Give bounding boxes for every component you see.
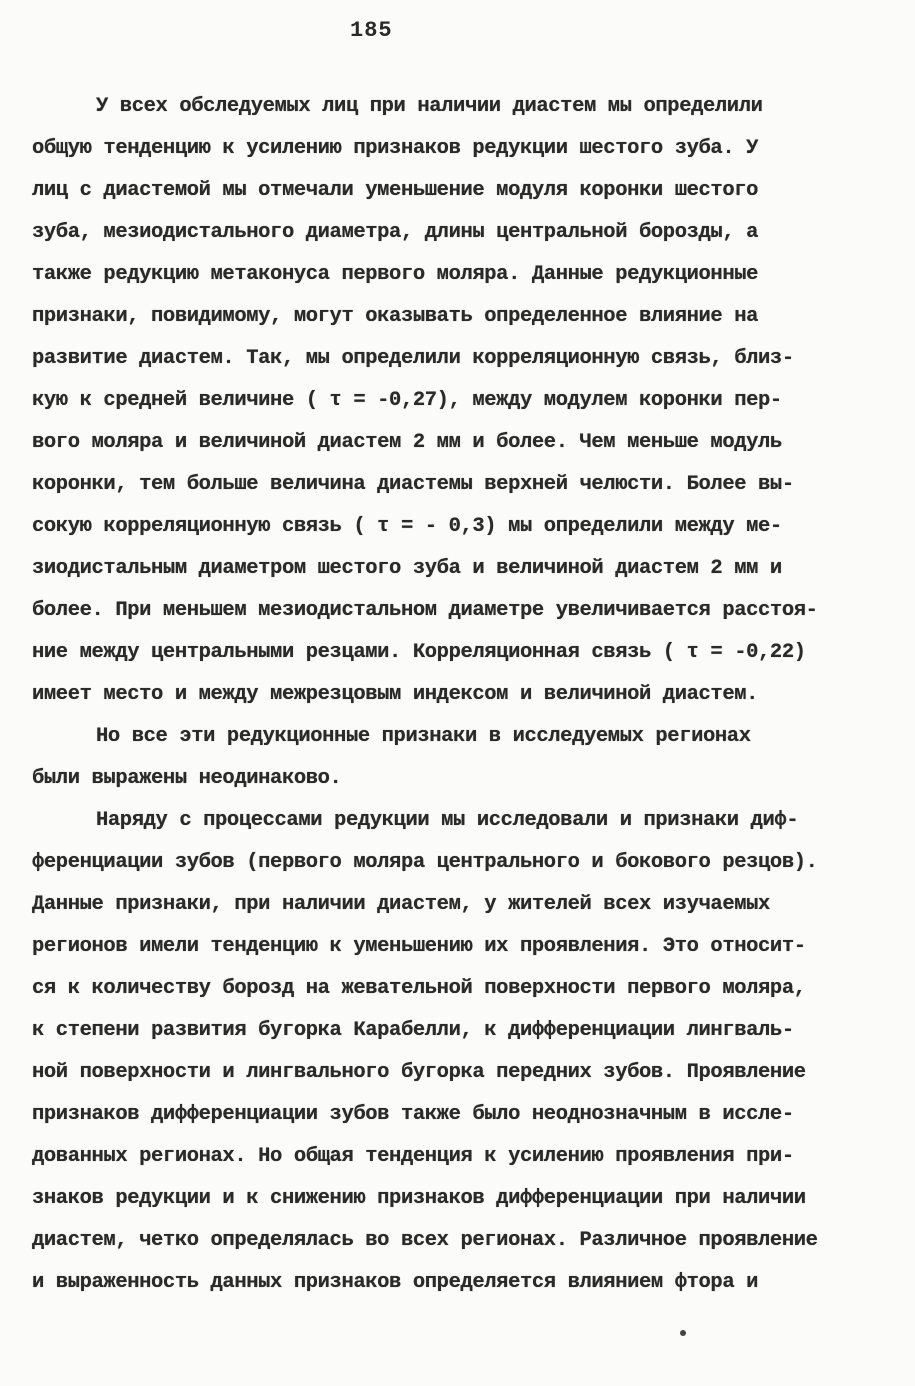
body-text [32, 86, 892, 1304]
text-line: ференциации зубов (первого моляра центрального и бокового резцов). [32, 851, 818, 874]
text-line: имеет место и между межрезцовым индексом и величиной диастем. [32, 683, 759, 706]
text-line: У всех обследуемых лиц при наличии диастем мы определили [96, 95, 763, 118]
text-line: дованных регионах. Но общая тенденция к усилению проявления при- [32, 1145, 794, 1168]
text-line: ся к количеству борозд на жевательной поверхности первого моляра, [32, 977, 806, 1000]
text-line: Наряду с процессами редукции мы исследовали и признаки диф- [96, 809, 799, 832]
text-line: более. При меньшем мезиодистальном диаметре увеличивается расстоя- [32, 599, 818, 622]
text-line: вого моляра и величиной диастем 2 мм и более. Чем меньше модуль [32, 431, 782, 454]
text-line: знаков редукции и к снижению признаков дифференциации при наличии [32, 1187, 806, 1210]
text-line: сокую корреляционную связь ( τ = - 0,3) мы определили между ме- [32, 515, 782, 538]
text-line: признаков дифференциации зубов также было неоднозначным в иссле- [32, 1103, 794, 1126]
text-line: общую тенденцию к усилению признаков редукции шестого зуба. У [32, 137, 759, 160]
text-line: были выражены неодинаково. [32, 767, 342, 790]
ink-dot [680, 1330, 686, 1336]
text-line: ние между центральными резцами. Корреляционная связь ( τ = -0,22) [32, 641, 806, 664]
text-line: Но все эти редукционные признаки в исследуемых регионах [96, 725, 751, 748]
text-line: Данные признаки, при наличии диастем, у жителей всех изучаемых [32, 893, 770, 916]
text-line: зуба, мезиодистального диаметра, длины центральной борозды, а [32, 221, 759, 244]
text-line: диастем, четко определялась во всех регионах. Различное проявление [32, 1229, 818, 1252]
text-line: кую к средней величине ( τ = -0,27), между модулем коронки пер- [32, 389, 782, 412]
text-line: регионов имели тенденцию к уменьшению их проявления. Это относит- [32, 935, 806, 958]
text-line: также редукцию метаконуса первого моляра. Данные редукционные [32, 263, 759, 286]
text-line: коронки, тем больше величина диастемы верхней челюсти. Более вы- [32, 473, 794, 496]
text-line: признаки, повидимому, могут оказывать определенное влияние на [32, 305, 759, 328]
text-line: к степени развития бугорка Карабелли, к дифференциации лингваль- [32, 1019, 794, 1042]
text-line: зиодистальным диаметром шестого зуба и величиной диастем 2 мм и [32, 557, 782, 580]
text-line: и выраженность данных признаков определяется влиянием фтора и [32, 1271, 759, 1294]
text-line: развитие диастем. Так, мы определили корреляционную связь, близ- [32, 347, 794, 370]
page-number: 185 [350, 18, 393, 43]
text-line: лиц с диастемой мы отмечали уменьшение модуля коронки шестого [32, 179, 759, 202]
text-line: ной поверхности и лингвального бугорка передних зубов. Проявление [32, 1061, 806, 1084]
